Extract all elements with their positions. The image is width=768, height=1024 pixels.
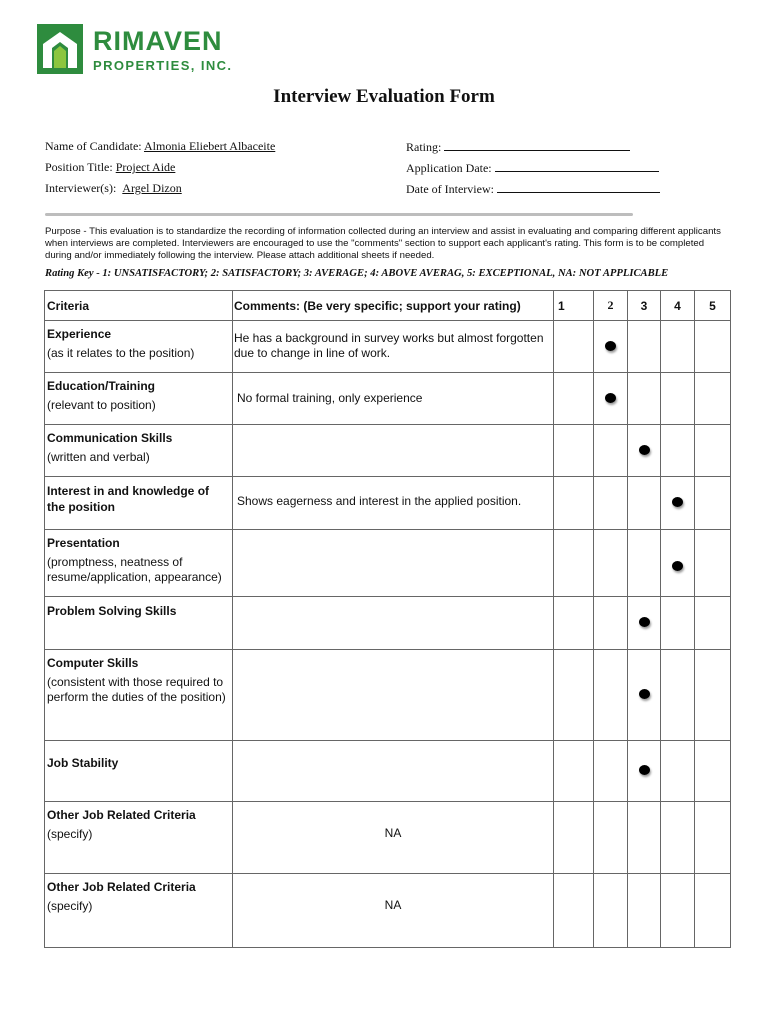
interviewer-line [45,181,182,196]
rating-3-cell[interactable] [628,321,661,373]
rating-5-cell[interactable] [695,530,731,597]
rating-1-cell[interactable] [554,741,594,802]
comment-cell[interactable] [233,802,554,874]
criteria-cell [45,321,233,373]
comment-cell[interactable] [233,874,554,948]
interviewer-value: Argel Dizon [122,181,182,195]
application-date-line [406,160,659,176]
candidate-label: Name of Candidate: [45,139,142,153]
criteria-title: Other Job Related Criteria [47,808,196,822]
table-row [45,802,731,874]
rating-5-cell[interactable] [695,597,731,650]
interview-date-line [406,181,660,197]
interview-date-blank [497,181,660,193]
evaluation-table [44,290,731,948]
rating-2-cell[interactable] [594,650,628,741]
rating-line [406,139,630,155]
comment-cell[interactable] [233,597,554,650]
rating-3-cell[interactable] [628,373,661,425]
selected-rating-dot-icon [639,689,650,699]
table-row [45,741,731,802]
rating-1-cell[interactable] [554,802,594,874]
divider [45,213,633,216]
rating-1-header: 1 [554,291,594,321]
rating-4-cell[interactable] [661,741,695,802]
selected-rating-dot-icon [639,617,650,627]
criteria-description: (promptness, neatness of resume/application, appearance) [47,555,222,584]
interview-date-label: Date of Interview: [406,182,494,196]
rating-5-cell[interactable] [695,802,731,874]
company-logo [37,22,257,78]
table-row [45,530,731,597]
comment-cell[interactable] [233,425,554,477]
rating-4-cell[interactable] [661,802,695,874]
selected-rating-dot-icon [605,393,616,403]
rating-2-cell[interactable] [594,802,628,874]
rating-5-cell[interactable] [695,650,731,741]
rating-1-cell[interactable] [554,650,594,741]
selected-rating-dot-icon [672,497,683,507]
rating-4-cell[interactable] [661,425,695,477]
rating-1-cell[interactable] [554,530,594,597]
application-date-blank [495,160,659,172]
comment-text [233,425,553,435]
rating-2-cell[interactable] [594,597,628,650]
rating-3-cell[interactable] [628,530,661,597]
criteria-cell [45,425,233,477]
rating-5-cell[interactable] [695,373,731,425]
table-row [45,477,731,530]
rating-5-cell[interactable] [695,321,731,373]
table-row [45,650,731,741]
form-title: Interview Evaluation Form [273,86,495,107]
table-row [45,321,731,373]
rating-4-cell[interactable] [661,477,695,530]
criteria-title: Computer Skills [47,656,139,670]
rating-1-cell[interactable] [554,373,594,425]
rating-key: Rating Key - 1: UNSATISFACTORY; 2: SATISFACTORY; 3: AVERAGE; 4: ABOVE AVERAG, 5: EXCEPTIONAL, NA: NOT APPLICABLE [45,268,669,279]
brand-subtitle: PROPERTIES, INC. [93,58,233,73]
table-row [45,425,731,477]
rating-5-header: 5 [695,291,731,321]
criteria-cell [45,597,233,650]
comment-text: No formal training, only experience [237,391,423,405]
criteria-cell [45,650,233,741]
rating-label: Rating: [406,140,442,154]
rating-4-cell[interactable] [661,373,695,425]
rating-4-cell[interactable] [661,530,695,597]
purpose-text: Purpose - This evaluation is to standardize the recording of information collected during an interview and assist in evaluating and comparing different applicants when interviews are completed. Interviewers are encouraged to use the "comments" section to support each applicant's rating. This form is to be completed during and/or immediately following the interview. Please attach additional sheets if needed. [45,226,721,262]
criteria-title: Job Stability [47,756,119,770]
selected-rating-dot-icon [672,561,683,571]
rating-1-cell[interactable] [554,874,594,948]
selected-rating-dot-icon [639,765,650,775]
criteria-description: (specify) [47,899,93,913]
criteria-title: Other Job Related Criteria [47,880,196,894]
selected-rating-dot-icon [605,341,616,351]
selected-rating-dot-icon [639,445,650,455]
criteria-header: Criteria [45,291,233,321]
rating-2-cell[interactable] [594,425,628,477]
rating-5-cell[interactable] [695,741,731,802]
rating-2-cell[interactable] [594,530,628,597]
rating-2-cell[interactable] [594,321,628,373]
comment-text [233,741,553,751]
comment-cell[interactable] [233,373,554,425]
position-line [45,160,175,175]
comment-cell[interactable] [233,530,554,597]
application-date-label: Application Date: [406,161,492,175]
rating-3-header: 3 [628,291,661,321]
rating-2-cell[interactable] [594,477,628,530]
rating-3-cell[interactable] [628,874,661,948]
comment-text [233,650,553,660]
rating-blank [444,139,630,151]
comments-header: Comments: (Be very specific; support your rating) [233,291,554,321]
rating-1-cell[interactable] [554,597,594,650]
rating-1-cell[interactable] [554,477,594,530]
criteria-description: (relevant to position) [47,398,156,412]
criteria-description: (written and verbal) [47,450,150,464]
table-row [45,597,731,650]
criteria-description: (specify) [47,827,93,841]
interviewer-label: Interviewer(s): [45,181,117,195]
rating-4-cell[interactable] [661,874,695,948]
criteria-title: Problem Solving Skills [47,604,177,618]
brand-name: RIMAVEN [93,26,223,56]
criteria-title: Experience [47,327,112,341]
rating-1-cell[interactable] [554,425,594,477]
candidate-value: Almonia Eliebert Albaceite [143,139,276,153]
table-header-row [45,291,731,321]
candidate-line [45,139,275,154]
criteria-title: Presentation [47,536,120,550]
rating-3-cell[interactable] [628,650,661,741]
comment-text [233,530,553,540]
rating-4-header: 4 [661,291,695,321]
rating-2-cell[interactable] [594,373,628,425]
comment-cell[interactable] [233,741,554,802]
criteria-description: (consistent with those required to perform the duties of the position) [47,675,226,704]
comment-cell[interactable] [233,477,554,530]
criteria-cell [45,530,233,597]
rating-5-cell[interactable] [695,425,731,477]
rating-2-cell[interactable] [594,741,628,802]
criteria-description: (as it relates to the position) [47,346,195,360]
comment-cell[interactable] [233,321,554,373]
criteria-title: Communication Skills [47,431,173,445]
comment-cell[interactable] [233,650,554,741]
criteria-cell [45,874,233,948]
house-logo-icon [37,24,83,74]
rating-4-cell[interactable] [661,321,695,373]
comment-text: He has a background in survey works but almost forgotten due to change in line of work. [234,331,544,360]
comment-text [233,597,553,607]
position-label: Position Title: [45,160,113,174]
rating-2-cell[interactable] [594,874,628,948]
criteria-cell [45,373,233,425]
rating-3-cell[interactable] [628,741,661,802]
criteria-cell [45,477,233,530]
criteria-title: Education/Training [47,379,156,393]
rating-3-cell[interactable] [628,597,661,650]
criteria-title: Interest in and knowledge of the position [47,484,210,514]
rating-5-cell[interactable] [695,477,731,530]
rating-5-cell[interactable] [695,874,731,948]
rating-2-header: 2 [594,291,628,321]
rating-3-cell[interactable] [628,477,661,530]
position-value: Project Aide [115,160,176,174]
table-row [45,874,731,948]
rating-1-cell[interactable] [554,321,594,373]
comment-text: NA [384,898,402,912]
table-row [45,373,731,425]
rating-3-cell[interactable] [628,802,661,874]
rating-4-cell[interactable] [661,650,695,741]
comment-text: Shows eagerness and interest in the applied position. [237,494,522,508]
comment-text: NA [384,826,402,840]
criteria-cell [45,741,233,802]
rating-4-cell[interactable] [661,597,695,650]
criteria-cell [45,802,233,874]
rating-3-cell[interactable] [628,425,661,477]
